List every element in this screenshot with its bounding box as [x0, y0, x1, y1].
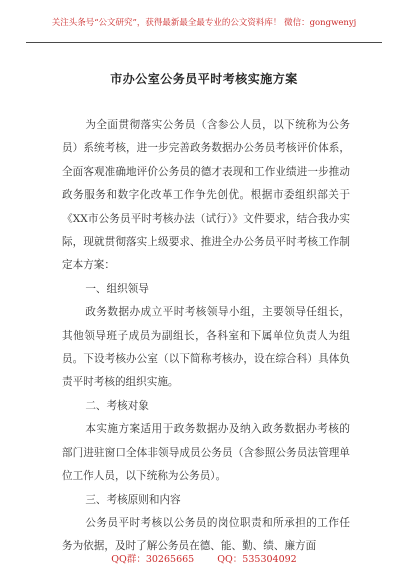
section-heading-targets: 二、考核对象 — [85, 399, 149, 412]
footer-qq-group: QQ群：30265665 — [111, 554, 195, 565]
principles-paragraph: 公务员平时考核以公务员的岗位职责和所承担的工作任务为依据，及时了解公务员在德、能、勤、绩、廉方面 — [62, 516, 350, 553]
targets-paragraph: 本实施方案适用于政务数据办及纳入政务数据办考核的部门进驻窗口全体非领导成员公务员（含参照公务员法管理单位工作人员，以下统称为公务员）。 — [62, 423, 350, 483]
document-title: 市办公室公务员平时考核实施方案 — [110, 72, 298, 86]
section-heading-organization: 一、组织领导 — [85, 282, 149, 295]
section-heading-principles: 三、考核原则和内容 — [85, 493, 181, 506]
header-banner: 关注头条号“公文研究”，获得最新最全最专业的公文资料库！ 微信：gongwenyj — [51, 18, 357, 28]
footer-qq-number: QQ：535304092 — [217, 554, 297, 565]
organization-paragraph: 政务数据办成立平时考核领导小组，主要领导任组长，其他领导班子成员为副组长，各科室和下属单位负责人为组员。下设考核办公室（以下简称考核办，设在综合科）具体负责平时考核的组织实施。 — [62, 306, 350, 389]
document-body — [62, 114, 350, 559]
footer-contact — [0, 551, 408, 565]
intro-paragraph: 为全面贯彻落实公务员（含参公人员，以下统称为公务员）系统考核，进一步完善政务数据办公务员考核评价体系，全面客观准确地评价公务员的德才表现和工作业绩进一步推动政务服务和数字化改革工作争先创优。根据市委组织部关于《XX市公务员平时考核办法（试行）》文件要求，结合我办实际，现就贯彻落实上级要求、推进全办公务员平时考核工作制定本方案： — [62, 119, 350, 272]
header-divider — [26, 42, 382, 43]
